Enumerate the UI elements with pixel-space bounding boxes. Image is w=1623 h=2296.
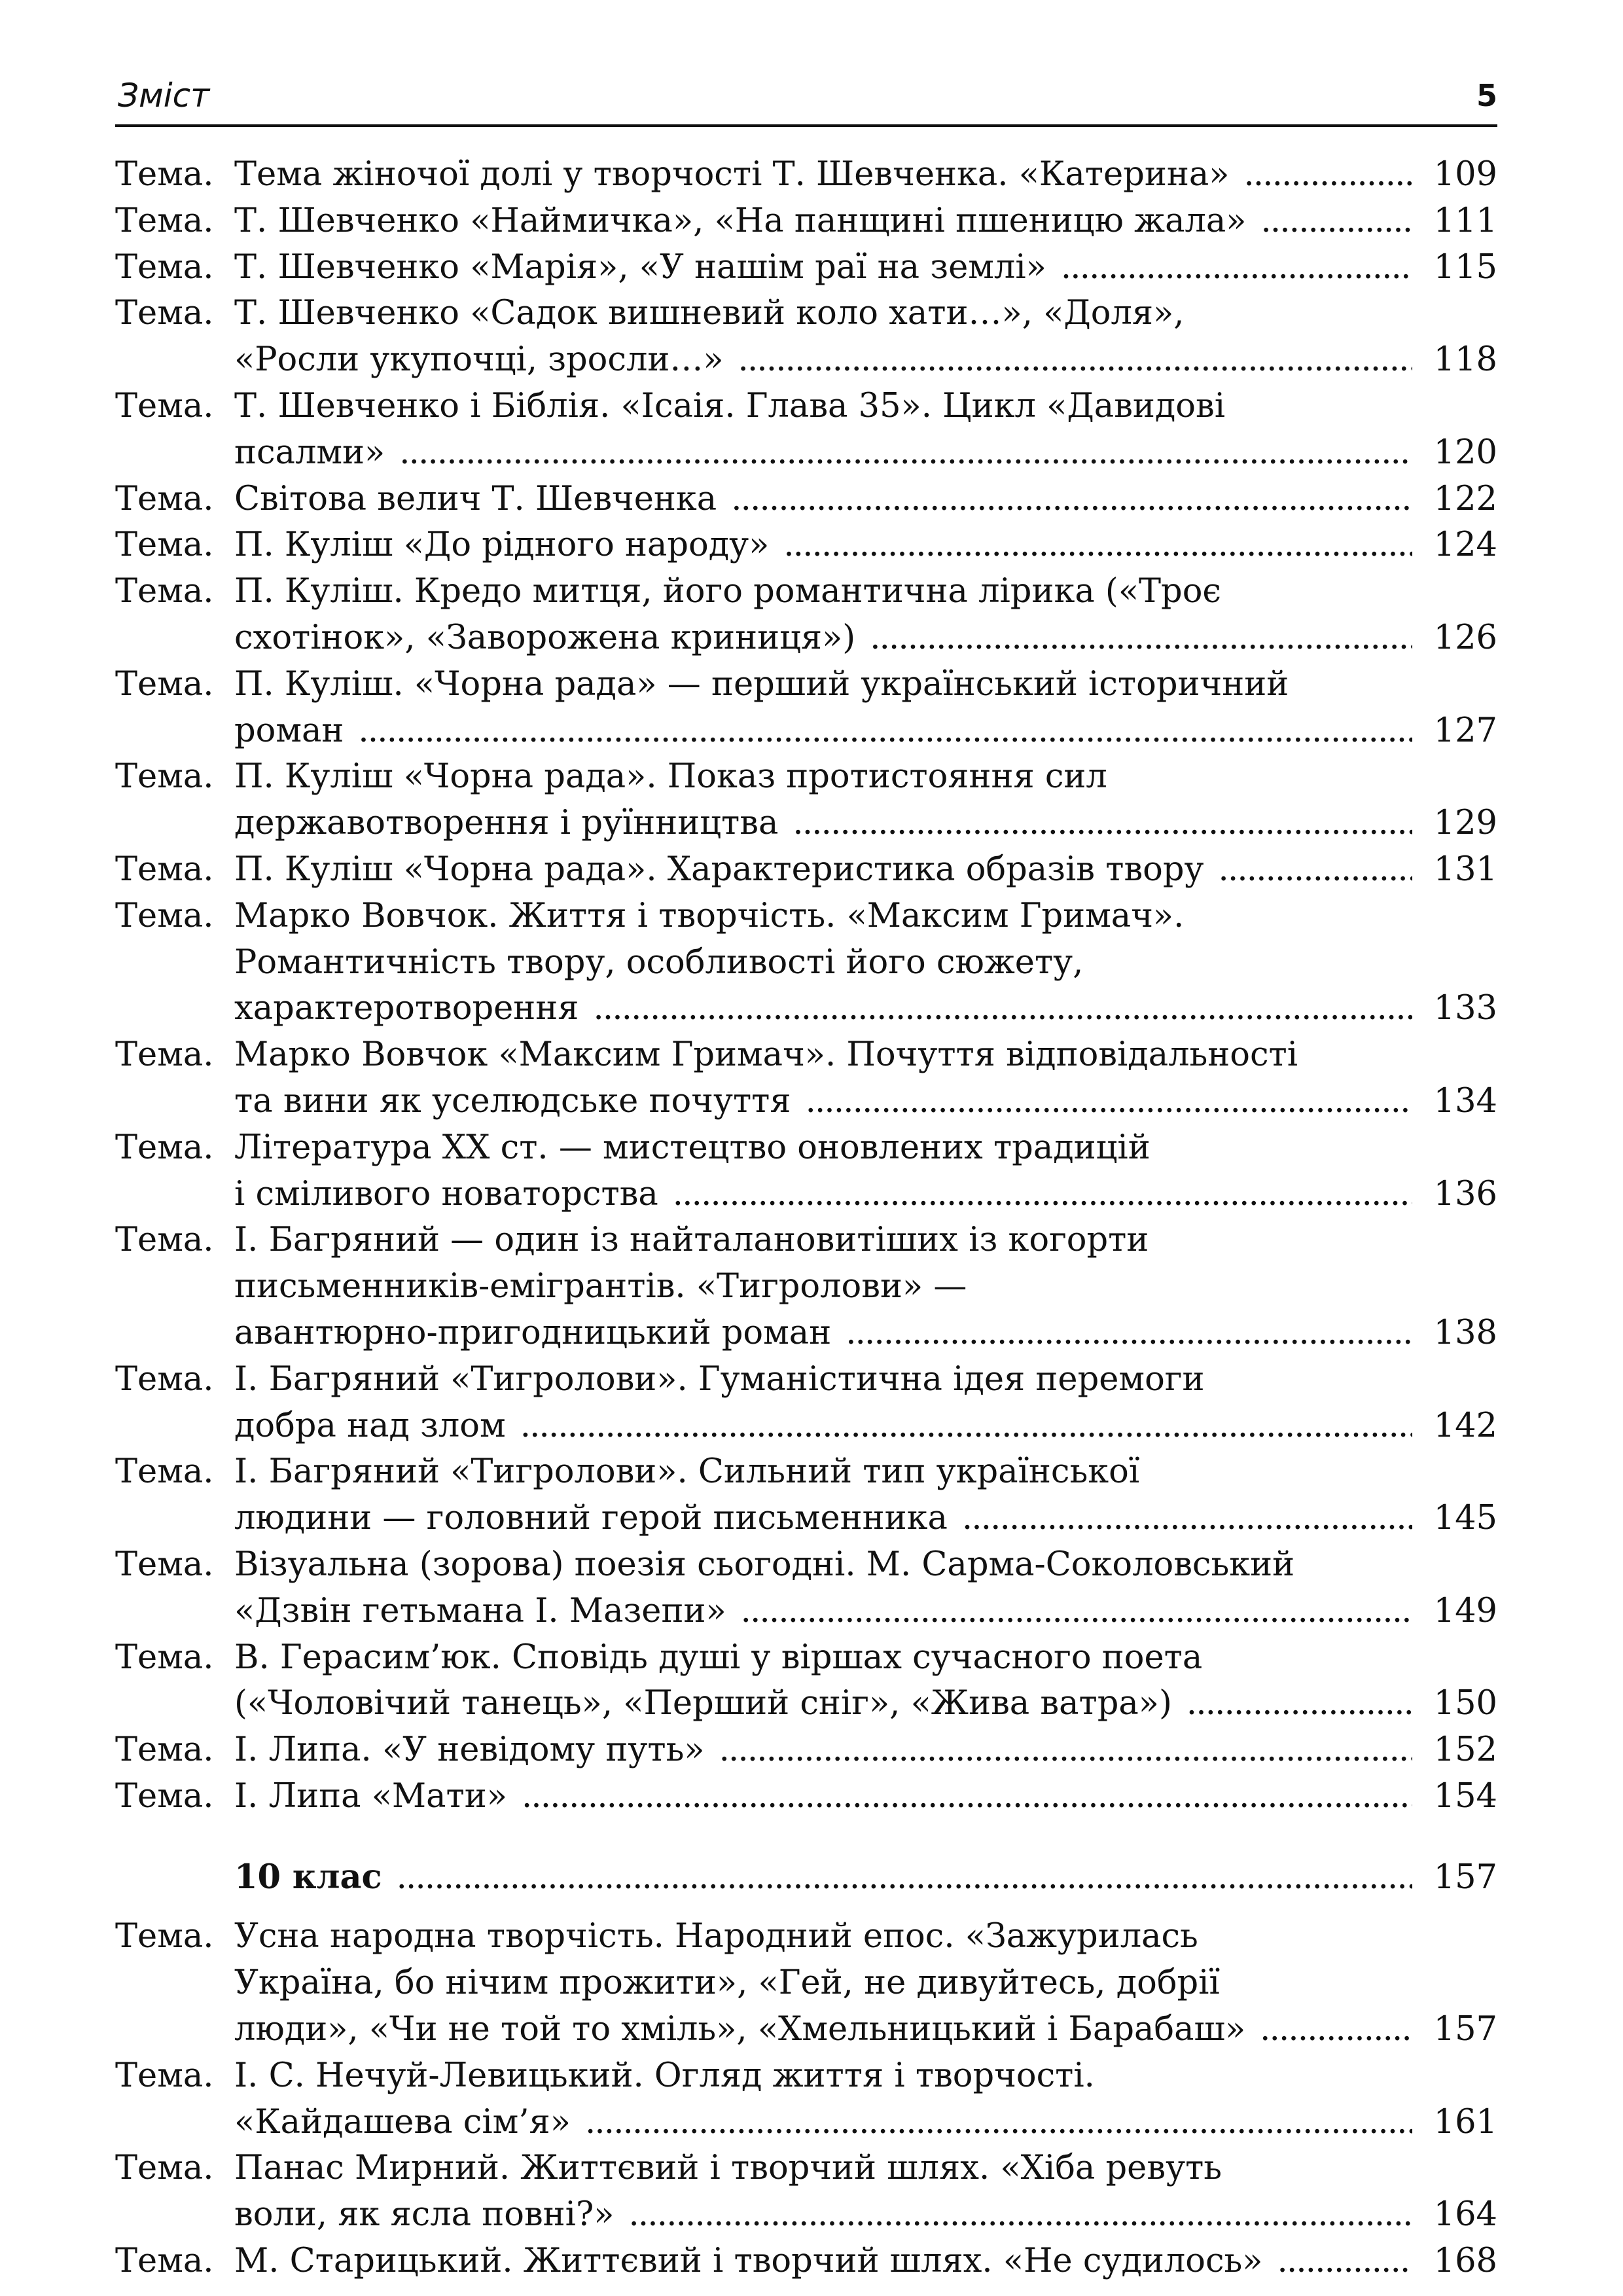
- toc-page-number: 134: [1433, 1081, 1497, 1121]
- toc-entry-text: добра над злом: [234, 1406, 506, 1445]
- toc-entry-label: Тема.: [115, 1221, 214, 1260]
- toc-entry: [115, 1914, 1497, 2053]
- dot-leader: [673, 1172, 1412, 1218]
- dot-leader: [793, 800, 1412, 847]
- toc-entry-label: Тема.: [115, 1776, 214, 1816]
- toc-entry-text: воли, як ясла повні?»: [234, 2195, 615, 2234]
- dot-leader: [1219, 847, 1412, 893]
- toc-entry-text: авантюрно-пригодницький роман: [234, 1313, 832, 1352]
- toc-entry: [115, 1635, 1497, 1728]
- toc-page-number: 127: [1433, 711, 1497, 750]
- toc-entry-text: схотінок», «Заворожена криниця»): [234, 618, 856, 657]
- toc-entry-text: Тема жіночої долі у творчості Т. Шевченка. «Катерина»: [234, 155, 1230, 194]
- toc-entry: [115, 893, 1497, 1032]
- toc-entry: [115, 384, 1497, 476]
- toc-entry-text: Література XX ст. — мистецтво оновлених традицій: [234, 1128, 1150, 1167]
- toc-page-number: 115: [1433, 247, 1497, 287]
- toc-entry-text: Т. Шевченко і Біблія. «Ісаія. Глава 35». Цикл «Давидові: [234, 386, 1226, 425]
- dot-leader: [522, 1774, 1412, 1820]
- running-header: [115, 71, 1497, 127]
- toc-page-number: 164: [1433, 2195, 1497, 2234]
- toc-entry-label: Тема.: [115, 526, 214, 565]
- section-title: 10 клас: [234, 1857, 382, 1897]
- dot-leader: [731, 476, 1412, 523]
- toc-entry-text: Марко Вовчок. Життя і творчість. «Максим Гримач».: [234, 896, 1185, 935]
- toc-entry-text: та вини як уселюдське почуття: [234, 1081, 791, 1121]
- toc-entry: [115, 1125, 1497, 1218]
- toc-entry-label: Тема.: [115, 386, 214, 425]
- toc-entry-label: Тема.: [115, 896, 214, 935]
- table-of-contents: [115, 152, 1497, 2285]
- toc-entry: [115, 1032, 1497, 1125]
- toc-entry: [115, 1357, 1497, 1450]
- toc-page-number: 168: [1433, 2242, 1497, 2281]
- toc-entry-text: Світова велич Т. Шевченка: [234, 479, 717, 518]
- toc-entry-text: П. Куліш. Кредо митця, його романтична лірика («Троє: [234, 572, 1221, 611]
- dot-leader: [806, 1079, 1412, 1125]
- toc-entry-label: Тема.: [115, 479, 214, 518]
- toc-entry: [115, 198, 1497, 245]
- dot-leader: [1186, 1681, 1412, 1727]
- toc-entry: [115, 662, 1497, 755]
- dot-leader: [870, 615, 1412, 662]
- dot-leader: [783, 522, 1412, 569]
- header-page-number: 5: [1476, 78, 1497, 113]
- toc-entry-text: Т. Шевченко «Садок вишневий коло хати…», «Доля»,: [234, 294, 1185, 333]
- toc-entry-label: Тема.: [115, 2056, 214, 2095]
- dot-leader: [629, 2192, 1413, 2238]
- toc-entry: [115, 245, 1497, 291]
- toc-entry: [115, 754, 1497, 847]
- toc-entry-text: П. Куліш «Чорна рада». Характеристика образів твору: [234, 850, 1204, 889]
- toc-page-number: 124: [1433, 526, 1497, 565]
- toc-entry: [115, 569, 1497, 662]
- toc-entry-text: Романтичність твору, особливості його сюжету,: [234, 942, 1084, 982]
- toc-entry-label: Тема.: [115, 850, 214, 889]
- toc-page-number: 157: [1433, 2010, 1497, 2049]
- toc-entry: [115, 152, 1497, 198]
- toc-entry: [115, 522, 1497, 569]
- toc-entry-text: Усна народна творчість. Народний епос. «Зажурилась: [234, 1917, 1198, 1956]
- dot-leader: [358, 708, 1412, 755]
- dot-leader: [1061, 245, 1412, 291]
- toc-section-heading: [115, 1854, 1497, 1901]
- toc-entry-text: («Чоловічий танець», «Перший сніг», «Жива ватра»): [234, 1684, 1172, 1723]
- toc-page-number: 111: [1433, 201, 1497, 240]
- toc-entry: [115, 1727, 1497, 1774]
- toc-page-number: 152: [1433, 1731, 1497, 1770]
- toc-entry: [115, 476, 1497, 523]
- toc-entry-label: Тема.: [115, 664, 214, 704]
- dot-leader: [962, 1496, 1412, 1542]
- toc-page-number: 120: [1433, 433, 1497, 472]
- dot-leader: [1243, 152, 1412, 198]
- toc-entry-text: «Кайдашева сім’я»: [234, 2102, 571, 2142]
- toc-entry-label: Тема.: [115, 1731, 214, 1770]
- toc-entry-text: І. Багряний «Тигролови». Гуманістична ідея перемоги: [234, 1359, 1205, 1399]
- toc-page-number: 150: [1433, 1684, 1497, 1723]
- toc-entry: [115, 2145, 1497, 2238]
- toc-entry-label: Тема.: [115, 294, 214, 333]
- toc-page-number: 161: [1433, 2102, 1497, 2142]
- toc-entry-text: псалми»: [234, 433, 385, 472]
- dot-leader: [1261, 198, 1413, 245]
- toc-entry-text: І. С. Нечуй-Левицький. Огляд життя і творчості.: [234, 2056, 1095, 2095]
- dot-leader: [738, 337, 1412, 384]
- toc-entry-text: Т. Шевченко «Марія», «У нашім раї на землі»: [234, 247, 1046, 287]
- toc-entry-text: І. Багряний «Тигролови». Сильний тип української: [234, 1452, 1140, 1492]
- toc-entry-label: Тема.: [115, 1638, 214, 1677]
- toc-entry-label: Тема.: [115, 2149, 214, 2188]
- toc-entry-text: письменників-емігрантів. «Тигролови» —: [234, 1267, 967, 1306]
- toc-entry-text: П. Куліш «Чорна рада». Показ протистояння сил: [234, 757, 1107, 797]
- toc-entry-text: П. Куліш «До рідного народу»: [234, 526, 770, 565]
- toc-page-number: 118: [1433, 340, 1497, 380]
- toc-entry: [115, 1774, 1497, 1820]
- toc-entry-text: П. Куліш. «Чорна рада» — перший український історичний: [234, 664, 1289, 704]
- toc-entry-label: Тема.: [115, 2242, 214, 2281]
- dot-leader: [741, 1588, 1412, 1635]
- toc-entry-text: І. Липа. «У невідому путь»: [234, 1731, 705, 1770]
- header-title: Зміст: [118, 77, 210, 115]
- dot-leader: [1277, 2238, 1412, 2285]
- toc-entry-text: М. Старицький. Життєвий і творчий шлях. «Не судилось»: [234, 2242, 1263, 2281]
- toc-entry-label: Тема.: [115, 247, 214, 287]
- toc-entry-label: Тема.: [115, 1035, 214, 1075]
- toc-entry-label: Тема.: [115, 1545, 214, 1584]
- dot-leader: [846, 1310, 1412, 1357]
- toc-entry-label: Тема.: [115, 1917, 214, 1956]
- toc-entry: [115, 1449, 1497, 1542]
- toc-entry-text: В. Герасим’юк. Сповідь душі у віршах сучасного поета: [234, 1638, 1203, 1677]
- toc-entry: [115, 291, 1497, 384]
- dot-leader: [399, 430, 1412, 476]
- toc-entry-label: [115, 1854, 234, 1901]
- toc-page-number: 138: [1433, 1313, 1497, 1352]
- toc-page-number: 129: [1433, 804, 1497, 843]
- toc-entry-text: І. Багряний — один із найталановитіших із когорти: [234, 1221, 1149, 1260]
- toc-entry-label: Тема.: [115, 572, 214, 611]
- dot-leader: [520, 1403, 1412, 1450]
- toc-entry-label: Тема.: [115, 1128, 214, 1167]
- toc-page-number: 149: [1433, 1591, 1497, 1630]
- toc-entry-label: Тема.: [115, 1359, 214, 1399]
- toc-entry: [115, 847, 1497, 893]
- toc-entry-text: Візуальна (зорова) поезія сьогодні. М. Сарма-Соколовський: [234, 1545, 1295, 1584]
- dot-leader: [719, 1727, 1412, 1774]
- toc-entry-text: характеротворення: [234, 989, 579, 1028]
- dot-leader: [1260, 2007, 1412, 2053]
- toc-page-number: 157: [1433, 1857, 1497, 1897]
- dot-leader: [585, 2100, 1412, 2146]
- toc-page-number: 142: [1433, 1406, 1497, 1445]
- toc-entry: [115, 1542, 1497, 1635]
- toc-entry-text: державотворення і руїнництва: [234, 804, 779, 843]
- toc-entry-text: роман: [234, 711, 344, 750]
- toc-entry-text: Панас Мирний. Життєвий і творчий шлях. «Хіба ревуть: [234, 2149, 1222, 2188]
- toc-entry-label: Тема.: [115, 1452, 214, 1492]
- toc-entry-text: Україна, бо нічим прожити», «Гей, не дивуйтесь, добрії: [234, 1964, 1220, 2003]
- toc-entry-label: Тема.: [115, 155, 214, 194]
- toc-page-number: 109: [1433, 155, 1497, 194]
- toc-entry-label: Тема.: [115, 201, 214, 240]
- toc-entry: [115, 2238, 1497, 2285]
- toc-entry-text: людини — головний герой письменника: [234, 1499, 948, 1538]
- toc-entry-label: Тема.: [115, 757, 214, 797]
- toc-entry: [115, 2053, 1497, 2146]
- toc-page-number: 136: [1433, 1174, 1497, 1213]
- toc-page-number: 131: [1433, 850, 1497, 889]
- toc-entry: [115, 1217, 1497, 1356]
- toc-entry-text: «Росли укупочці, зросли…»: [234, 340, 724, 380]
- dot-leader: [397, 1855, 1412, 1901]
- toc-page-number: 133: [1433, 989, 1497, 1028]
- dot-leader: [593, 986, 1412, 1032]
- toc-page-number: 122: [1433, 479, 1497, 518]
- toc-page-number: 126: [1433, 618, 1497, 657]
- toc-entry-text: «Дзвін гетьмана І. Мазепи»: [234, 1591, 726, 1630]
- toc-entry-text: Марко Вовчок «Максим Гримач». Почуття відповідальності: [234, 1035, 1298, 1075]
- toc-page-number: 154: [1433, 1776, 1497, 1816]
- toc-entry-text: і сміливого новаторства: [234, 1174, 658, 1213]
- toc-entry-text: І. Липа «Мати»: [234, 1776, 507, 1816]
- toc-entry-text: Т. Шевченко «Наймичка», «На панщині пшеницю жала»: [234, 201, 1247, 240]
- toc-entry-text: люди», «Чи не той то хміль», «Хмельницький і Барабаш»: [234, 2010, 1246, 2049]
- toc-page-number: 145: [1433, 1499, 1497, 1538]
